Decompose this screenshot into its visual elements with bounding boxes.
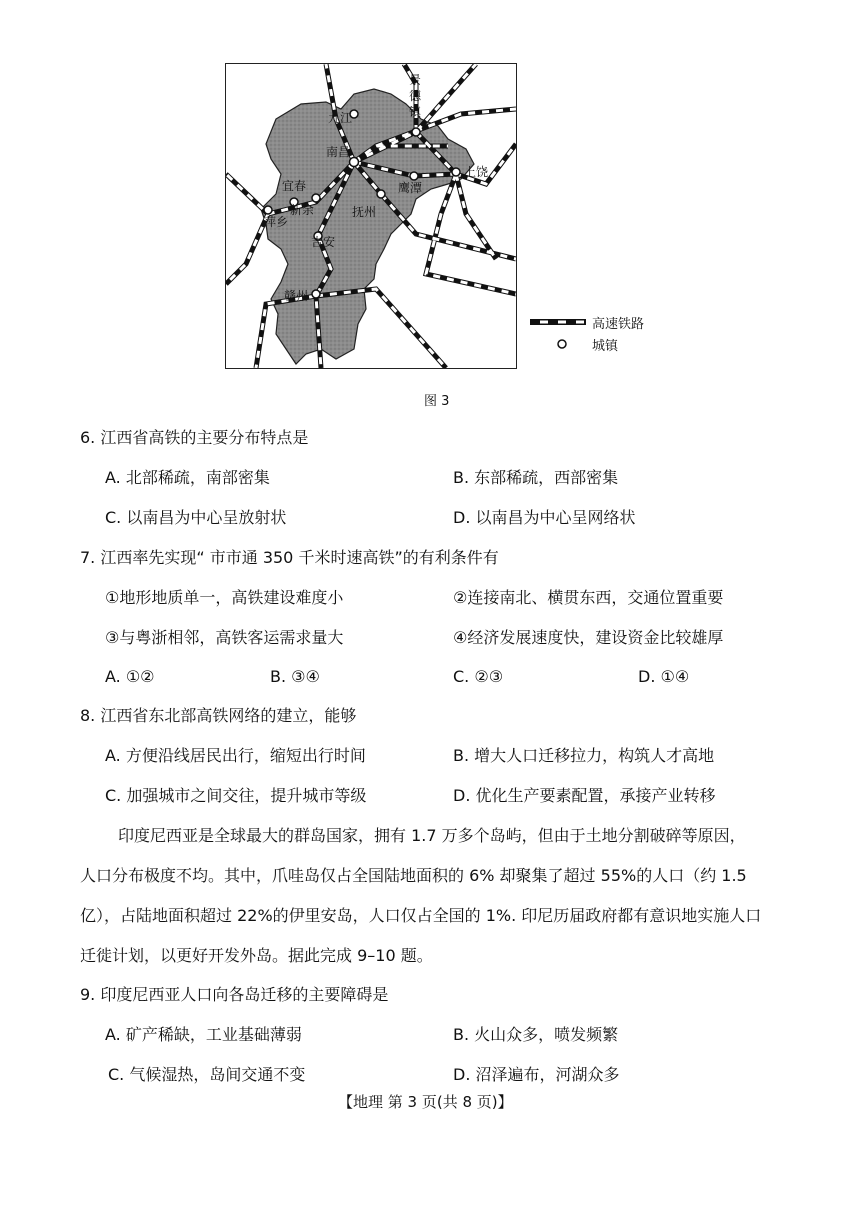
q6-option-b: B. 东部稀疏，西部密集 — [453, 468, 619, 487]
q6-option-a: A. 北部稀疏，南部密集 — [105, 468, 270, 487]
label-nanchang: 南昌 — [326, 145, 351, 159]
town-ganzhou — [312, 290, 320, 298]
q9-stem: 9. 印度尼西亚人口向各岛迁移的主要障碍是 — [80, 985, 389, 1004]
legend-rail-label: 高速铁路 — [592, 316, 645, 332]
q9-option-a: A. 矿产稀缺，工业基础薄弱 — [105, 1025, 302, 1044]
q9-option-c: C. 气候湿热，岛间交通不变 — [108, 1065, 306, 1084]
q8-option-a: A. 方便沿线居民出行，缩短出行时间 — [105, 746, 366, 765]
page-footer: 【地理 第 3 页(共 8 页)】 — [338, 1093, 513, 1111]
label-yichun: 宜春 — [282, 179, 307, 193]
legend-rail — [530, 311, 644, 333]
q7-statement-4: ④经济发展速度快，建设资金比较雄厚 — [453, 628, 724, 647]
town-pingxiang — [264, 206, 272, 214]
label-jingdezhen-2: 德 — [409, 89, 422, 103]
legend-town — [530, 333, 644, 355]
label-shangrao: 上饶 — [464, 165, 489, 179]
q6-stem: 6. 江西省高铁的主要分布特点是 — [80, 428, 309, 447]
q7-option-d: D. ①④ — [638, 667, 690, 686]
label-pingxiang: 萍乡 — [264, 215, 289, 229]
label-jian: 吉安 — [311, 235, 336, 249]
label-yingtan: 鹰潭 — [398, 181, 423, 195]
town-yingtan — [410, 172, 418, 180]
province-shape — [261, 89, 474, 364]
q9-option-b: B. 火山众多，喷发频繁 — [453, 1025, 619, 1044]
q9-option-d: D. 沼泽遍布，河湖众多 — [453, 1065, 620, 1084]
q7-statement-3: ③与粤浙相邻，高铁客运需求量大 — [105, 628, 344, 647]
q8-option-d: D. 优化生产要素配置，承接产业转移 — [453, 786, 716, 805]
rail-legend-icon — [530, 317, 586, 327]
town-xinyu — [312, 194, 320, 202]
passage-line-2: 人口分布极度不均。其中，爪哇岛仅占全国陆地面积的 6% 却聚集了超过 55%的人口（约 1.5 — [80, 866, 747, 885]
town-nanchang — [350, 158, 359, 167]
passage-line-1: 印度尼西亚是全球最大的群岛国家，拥有 1.7 万多个岛屿，但由于土地分割破碎等原因， — [118, 826, 746, 845]
jiangxi-map-svg — [226, 64, 516, 368]
q7-option-b: B. ③④ — [270, 667, 320, 686]
label-jingdezhen-1: 景 — [409, 73, 422, 87]
legend-town-label: 城镇 — [592, 338, 619, 354]
town-jingdezhen — [412, 128, 420, 136]
q7-option-a: A. ①② — [105, 667, 155, 686]
label-fuzhou: 抚州 — [352, 205, 377, 219]
passage-line-3: 亿），占陆地面积超过 22%的伊里安岛，人口仅占全国的 1%. 印尼历届政府都有意识地实施人口 — [80, 906, 762, 925]
label-xinyu: 新余 — [290, 203, 315, 217]
q6-option-d: D. 以南昌为中心呈网络状 — [453, 508, 636, 527]
q7-stem: 7. 江西率先实现“ 市市通 350 千米时速高铁”的有利条件有 — [80, 548, 499, 567]
label-ganzhou: 赣州 — [284, 289, 309, 303]
town-fuzhou — [377, 190, 385, 198]
q7-statement-2: ②连接南北、横贯东西，交通位置重要 — [453, 588, 724, 607]
q6-option-c: C. 以南昌为中心呈放射状 — [105, 508, 287, 527]
passage-line-4: 迁徙计划，以更好开发外岛。据此完成 9–10 题。 — [80, 946, 433, 965]
q8-option-c: C. 加强城市之间交往，提升城市等级 — [105, 786, 367, 805]
town-legend-icon — [530, 338, 586, 350]
label-jiujiang: 九江 — [328, 111, 353, 125]
q7-option-c: C. ②③ — [453, 667, 504, 686]
q8-option-b: B. 增大人口迁移拉力，构筑人才高地 — [453, 746, 715, 765]
town-shangrao — [452, 168, 460, 176]
railway-map — [225, 63, 517, 369]
map-legend — [530, 311, 644, 355]
label-jingdezhen-3: 镇 — [409, 105, 422, 119]
figure-caption: 图 3 — [424, 394, 450, 409]
q7-statement-1: ①地形地质单一，高铁建设难度小 — [105, 588, 344, 607]
q8-stem: 8. 江西省东北部高铁网络的建立，能够 — [80, 706, 357, 725]
